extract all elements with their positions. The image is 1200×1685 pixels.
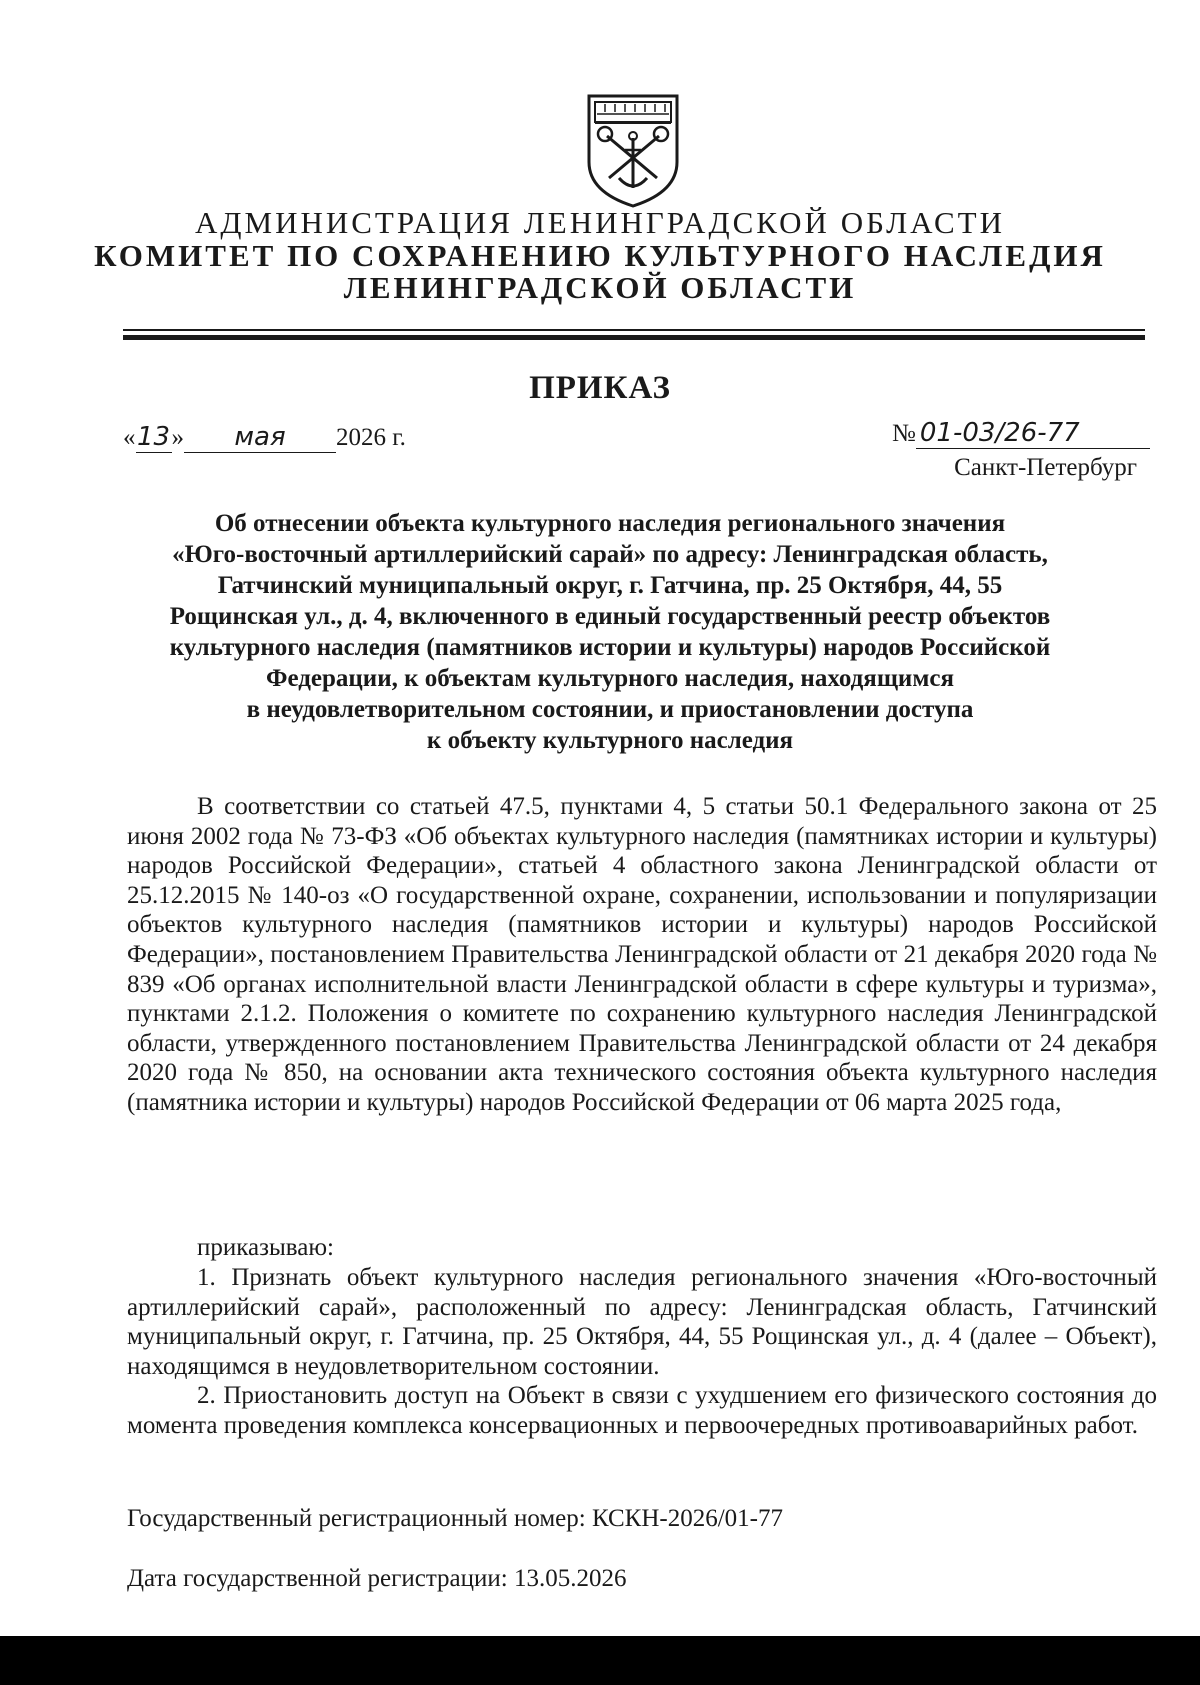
scan-border xyxy=(0,1636,1200,1685)
preamble-paragraph xyxy=(127,792,1157,1118)
heading-line: Гатчинский муниципальный округ, г. Гатчина, пр. 25 Октября, 44, 55 xyxy=(217,572,1003,599)
date-month: мая xyxy=(184,422,336,453)
header-rule-thin xyxy=(123,329,1145,331)
org-line-committee: КОМИТЕТ ПО СОХРАНЕНИЮ КУЛЬТУРНОГО НАСЛЕДИЯ xyxy=(94,238,1106,273)
date-quote-close: » xyxy=(171,424,184,451)
number-value: 01-03/26-77 xyxy=(916,418,1150,449)
date-year: 2026 г. xyxy=(336,424,406,451)
city: Санкт-Петербург xyxy=(954,454,1137,481)
date-day: 13 xyxy=(136,422,171,452)
order-items xyxy=(127,1263,1157,1441)
registration-date: Дата государственной регистрации: 13.05.2026 xyxy=(127,1565,627,1592)
heading-line: Рощинская ул., д. 4, включенного в единый государственный реестр объектов xyxy=(169,603,1051,630)
order-heading xyxy=(110,508,1110,756)
heading-line: Федерации, к объектам культурного наследия, находящимся xyxy=(266,665,954,692)
date-quote-open: « xyxy=(123,424,136,451)
registration-number: Государственный регистрационный номер: КСКН-2026/01-77 xyxy=(127,1505,784,1532)
heading-line: в неудовлетворительном состоянии, и приостановлении доступа xyxy=(246,696,974,723)
preamble-text: В соответствии со статьей 47.5, пунктами 4, 5 статьи 50.1 Федерального закона от 25 июня 2002 года № 73-ФЗ «Об объектах культурного наследия (памятниках истории и культуры) народов Российской Федерации», статьей 4 областного закона Ленинградской области от 25.12.2015 № 140-оз «О государственной охране, сохранении, использовании и популяризации объектов культурного наследия (памятников истории и культуры) народов Российской Федерации», постановлением Правительства Ленинградской области от 21 декабря 2020 года № 839 «Об органах исполнительной власти Ленинградской области в сфере культуры и туризма», пунктами 2.1.2. Положения о комитете по сохранению культурного наследия Ленинградской области, утвержденного постановлением Правительства Ленинградской области от 24 декабря 2020 года № 850, на основании акта технического состояния объекта культурного наследия (памятника истории и культуры) народов Российской Федерации от 06 марта 2025 года, xyxy=(127,793,1157,1116)
org-line-administration: АДМИНИСТРАЦИЯ ЛЕНИНГРАДСКОЙ ОБЛАСТИ xyxy=(195,205,1005,240)
number-prefix: № xyxy=(892,420,916,447)
leningrad-oblast-coat-of-arms-icon xyxy=(585,92,681,210)
header-rule-thick xyxy=(123,335,1145,340)
order-item-2: 2. Приостановить доступ на Объект в связи с ухудшением его физического состояния до момента проведения комплекса консервационных и первоочередных противоаварийных работ. xyxy=(127,1382,1157,1439)
heading-line: культурного наследия (памятников истории и культуры) народов Российской xyxy=(169,634,1051,661)
order-number xyxy=(892,418,1150,449)
order-date xyxy=(123,422,406,453)
heading-line: «Юго-восточный артиллерийский сарай» по адресу: Ленинградская область, xyxy=(172,541,1048,568)
org-line-region: ЛЕНИНГРАДСКОЙ ОБЛАСТИ xyxy=(343,270,857,305)
heading-line: Об отнесении объекта культурного наследия регионального значения xyxy=(214,510,1006,537)
order-word: приказываю: xyxy=(197,1234,334,1261)
document-title: ПРИКАЗ xyxy=(529,370,671,406)
heading-line: к объекту культурного наследия xyxy=(426,727,794,754)
order-item-1: 1. Признать объект культурного наследия регионального значения «Юго-восточный артиллерийский сарай», расположенный по адресу: Ленинградская область, Гатчинский муниципальный округ, г. Гатчина, пр. 25 Октября, 44, 55 Рощинская ул., д. 4 (далее – Объект), находящимся в неудовлетворительном состоянии. xyxy=(127,1264,1157,1380)
